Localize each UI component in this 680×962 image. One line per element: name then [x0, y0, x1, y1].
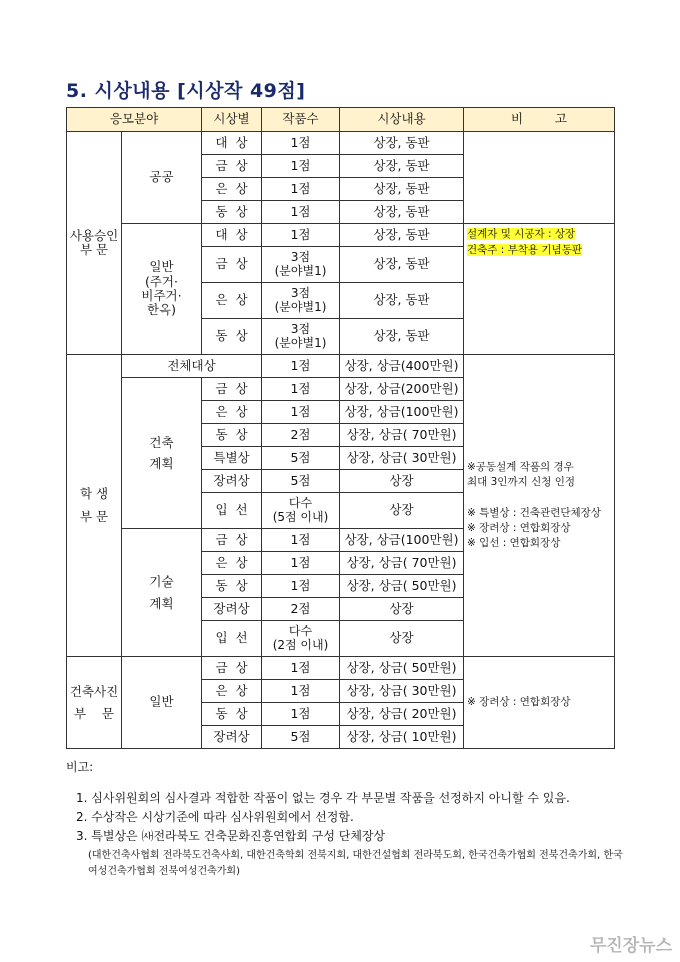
- remark-detail: (대한건축사협회 전라북도건축사회, 대한건축학회 전북지회, 대한건설협회 전라북도회, 한국건축가협회 전북건축가회, 한국여성건축가협회 전북여성건축가회): [88, 850, 623, 877]
- content-cell: 상장, 상금(100만원): [340, 401, 464, 424]
- content-cell: 상장, 상금(400만원): [340, 355, 464, 378]
- content-cell: 상장, 상금( 20만원): [340, 703, 464, 726]
- section-label: 건축사진 부 문: [67, 657, 122, 749]
- count-cell: 3점 (분야별1): [262, 247, 340, 283]
- section-label: 학 생 부 문: [67, 355, 122, 657]
- note-designer: 설계자 및 시공자 : 상장: [467, 228, 576, 240]
- award-cell: 은 상: [202, 178, 262, 201]
- count-cell: 1점: [262, 401, 340, 424]
- table-row: [67, 224, 615, 247]
- category-label: 일반 (주거· 비주거· 한옥): [122, 224, 202, 355]
- count-cell: 1점: [262, 703, 340, 726]
- content-cell: 상장, 동판: [340, 283, 464, 319]
- award-cell: 금 상: [202, 529, 262, 552]
- content-cell: 상장, 동판: [340, 224, 464, 247]
- table-row: [67, 132, 615, 155]
- award-cell: 장려상: [202, 598, 262, 621]
- note-cell: ※공동설계 작품의 경우 최대 3인까지 신청 인정 ※ 특별상 : 건축관련단체장상 ※ 장려상 : 연합회장상 ※ 입선 : 연합회장상: [464, 355, 615, 657]
- count-cell: 2점: [262, 424, 340, 447]
- count-cell: 1점: [262, 201, 340, 224]
- count-cell: 1점: [262, 132, 340, 155]
- count-cell: 1점: [262, 155, 340, 178]
- content-cell: 상장, 동판: [340, 319, 464, 355]
- content-cell: 상장, 상금(200만원): [340, 378, 464, 401]
- content-cell: 상장, 동판: [340, 178, 464, 201]
- count-cell: 5점: [262, 447, 340, 470]
- award-cell: 전체대상: [122, 355, 262, 378]
- section-label: 사용승인 부 문: [67, 132, 122, 355]
- award-cell: 장려상: [202, 726, 262, 749]
- category-label: 일반: [122, 657, 202, 749]
- remark-item: 3. 특별상은 ㈔전라북도 건축문화진흥연합회 구성 단체장상: [76, 829, 386, 843]
- content-cell: 상장: [340, 493, 464, 529]
- note-cell: [464, 132, 615, 224]
- note-owner: 건축주 : 부착용 기념동판: [467, 243, 582, 256]
- count-cell: 1점: [262, 224, 340, 247]
- content-cell: 상장: [340, 621, 464, 657]
- content-cell: 상장, 상금( 10만원): [340, 726, 464, 749]
- award-cell: 은 상: [202, 283, 262, 319]
- count-cell: 1점: [262, 575, 340, 598]
- remarks-heading: 비고:: [66, 760, 94, 774]
- count-cell: 2점: [262, 598, 340, 621]
- count-cell: 1점: [262, 680, 340, 703]
- section-title: 5. 시상내용 [시상작 49점]: [66, 80, 306, 102]
- content-cell: 상장, 상금( 50만원): [340, 575, 464, 598]
- note-cell: ※ 장려상 : 연합회장상: [464, 657, 615, 749]
- count-cell: 5점: [262, 470, 340, 493]
- header-field: 응모분야: [67, 108, 202, 132]
- awards-table: [66, 107, 615, 749]
- award-cell: 동 상: [202, 424, 262, 447]
- header-note: 비 고: [464, 108, 615, 132]
- award-cell: 동 상: [202, 575, 262, 598]
- award-cell: 대 상: [202, 132, 262, 155]
- award-cell: 동 상: [202, 201, 262, 224]
- remarks: [66, 758, 628, 880]
- content-cell: 상장, 상금(100만원): [340, 529, 464, 552]
- count-cell: 1점: [262, 355, 340, 378]
- count-cell: 5점: [262, 726, 340, 749]
- award-cell: 금 상: [202, 657, 262, 680]
- count-cell: 3점 (분야별1): [262, 283, 340, 319]
- category-label: 기술 계획: [122, 529, 202, 657]
- content-cell: 상장, 상금( 30만원): [340, 680, 464, 703]
- content-cell: 상장: [340, 598, 464, 621]
- content-cell: 상장, 상금( 50만원): [340, 657, 464, 680]
- award-cell: 금 상: [202, 378, 262, 401]
- content-cell: 상장, 상금( 70만원): [340, 424, 464, 447]
- award-cell: 대 상: [202, 224, 262, 247]
- count-cell: 다수 (5점 이내): [262, 493, 340, 529]
- content-cell: 상장, 상금( 70만원): [340, 552, 464, 575]
- content-cell: 상장, 동판: [340, 132, 464, 155]
- content-cell: 상장, 동판: [340, 155, 464, 178]
- award-cell: 금 상: [202, 155, 262, 178]
- content-cell: 상장, 동판: [340, 247, 464, 283]
- remark-item: 2. 수상작은 시상기준에 따라 심사위원회에서 선정함.: [76, 810, 354, 824]
- award-cell: 은 상: [202, 552, 262, 575]
- count-cell: 1점: [262, 552, 340, 575]
- count-cell: 1점: [262, 529, 340, 552]
- award-cell: 특별상: [202, 447, 262, 470]
- note-cell: [464, 224, 615, 355]
- header-award: 시상별: [202, 108, 262, 132]
- count-cell: 다수 (2점 이내): [262, 621, 340, 657]
- content-cell: 상장, 동판: [340, 201, 464, 224]
- award-cell: 은 상: [202, 401, 262, 424]
- count-cell: 1점: [262, 657, 340, 680]
- award-cell: 은 상: [202, 680, 262, 703]
- count-cell: 3점 (분야별1): [262, 319, 340, 355]
- count-cell: 1점: [262, 378, 340, 401]
- watermark-logo: 무진장뉴스: [589, 936, 672, 956]
- remark-item: 1. 심사위원회의 심사결과 적합한 작품이 없는 경우 각 부문별 작품을 선정하지 아니할 수 있음.: [76, 791, 570, 805]
- award-cell: 입 선: [202, 621, 262, 657]
- count-cell: 1점: [262, 178, 340, 201]
- award-cell: 장려상: [202, 470, 262, 493]
- category-label: 공공: [122, 132, 202, 224]
- content-cell: 상장, 상금( 30만원): [340, 447, 464, 470]
- award-cell: 금 상: [202, 247, 262, 283]
- table-row: [67, 657, 615, 680]
- award-cell: 동 상: [202, 319, 262, 355]
- header-count: 작품수: [262, 108, 340, 132]
- award-cell: 입 선: [202, 493, 262, 529]
- header-content: 시상내용: [340, 108, 464, 132]
- content-cell: 상장: [340, 470, 464, 493]
- category-label: 건축 계획: [122, 378, 202, 529]
- award-cell: 동 상: [202, 703, 262, 726]
- header-row: [67, 108, 615, 132]
- table-row: [67, 355, 615, 378]
